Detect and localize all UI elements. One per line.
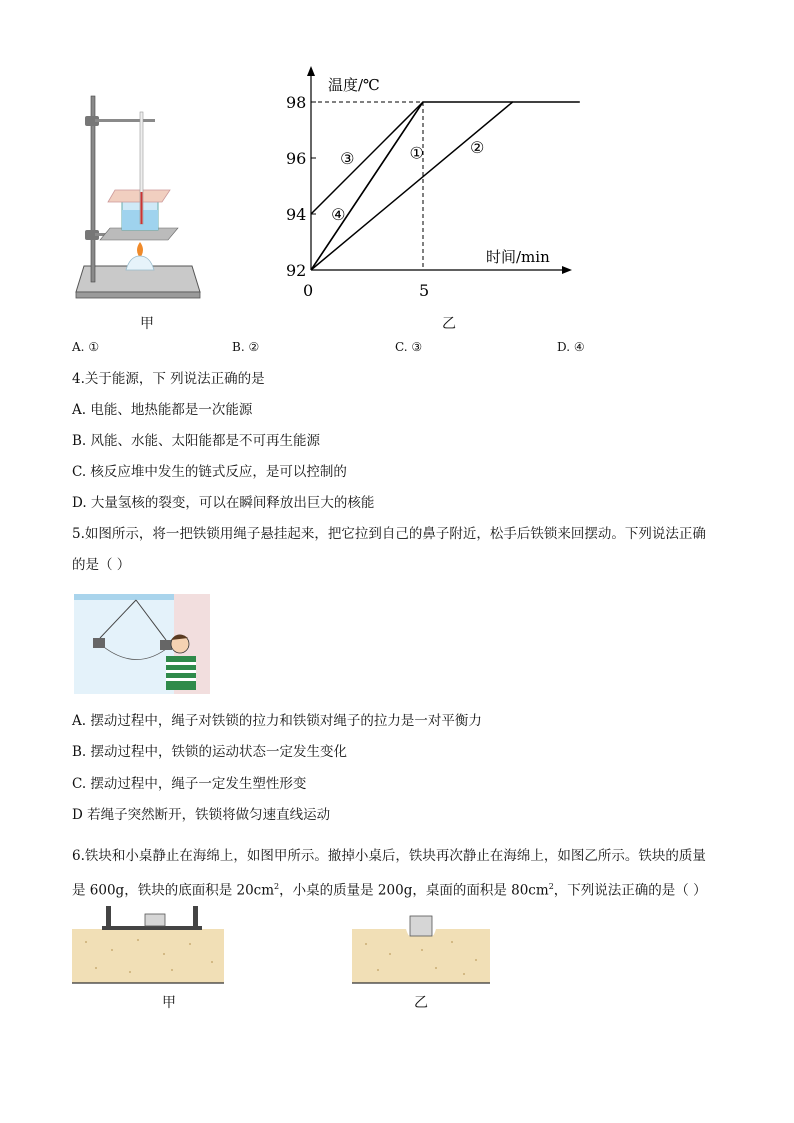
q5-stem-line2: 的是（ ） xyxy=(72,557,131,573)
option-mark: ④ xyxy=(573,340,585,354)
x-tick-label-0: 0 xyxy=(303,281,314,300)
series-line-2 xyxy=(311,102,580,270)
option-mark: ① xyxy=(88,340,100,354)
q6-text-part-c: ，下列说法正确的是（ ） xyxy=(553,882,707,899)
option-letter: B. xyxy=(232,340,245,354)
sponge-block-figure xyxy=(352,902,490,986)
figure2-caption-right: 乙 xyxy=(414,995,428,1011)
y-axis-label: 温度/℃ xyxy=(328,76,380,94)
q5-stem-line1: 5.如图所示，将一把铁锁用绳子悬挂起来，把它拉到自己的鼻子附近，松手后铁锁来回摆动。下列说法正确 xyxy=(72,526,706,542)
y-tick-label-96: 96 xyxy=(286,149,307,168)
q5-option-a[interactable]: A. 摆动过程中，绳子对铁锁的拉力和铁锁对绳子的拉力是一对平衡力 xyxy=(72,713,482,729)
series-label: ② xyxy=(470,137,485,157)
temperature-time-chart xyxy=(286,60,580,310)
option-letter: C. xyxy=(395,340,408,354)
x-axis-label: 时间/min xyxy=(486,248,550,266)
option-mark: ③ xyxy=(411,340,423,354)
x-axis-arrow xyxy=(562,266,572,274)
q6-text-part-b: ，小桌的质量是 200g，桌面的面积是 80cm xyxy=(279,882,549,899)
series-line-4 xyxy=(311,102,423,270)
q4-option-d[interactable]: D. 大量氢核的裂变，可以在瞬间释放出巨大的核能 xyxy=(72,495,375,511)
q4-option-a[interactable]: A. 电能、地热能都是一次能源 xyxy=(72,402,253,418)
q6-stem-line2 xyxy=(72,878,707,900)
superscript: 2 xyxy=(548,882,554,891)
x-tick-label-5: 5 xyxy=(419,281,430,300)
q4-stem: 4.关于能源，下 列说法正确的是 xyxy=(72,371,265,387)
pendulum-lock-illustration xyxy=(74,594,210,694)
option-letter: A. xyxy=(72,340,85,354)
series-label: ① xyxy=(409,143,424,163)
sponge-table-figure xyxy=(72,902,224,986)
figure1-caption-right: 乙 xyxy=(442,316,456,332)
q3-option-b[interactable] xyxy=(232,340,259,354)
q3-option-c[interactable] xyxy=(395,340,422,354)
q3-option-d[interactable] xyxy=(557,340,585,354)
figure2-caption-left: 甲 xyxy=(162,995,176,1011)
q5-option-d[interactable]: D 若绳子突然断开，铁锁将做匀速直线运动 xyxy=(72,807,331,823)
y-tick-label-92: 92 xyxy=(286,261,307,280)
series-label: ③ xyxy=(340,149,355,168)
q6-stem-line1: 6.铁块和小桌静止在海绵上，如图甲所示。撤掉小桌后，铁块再次静止在海绵上，如图乙所示。铁块的质量 xyxy=(72,848,706,864)
option-mark: ② xyxy=(248,340,260,354)
q4-option-c[interactable]: C. 核反应堆中发生的链式反应，是可以控制的 xyxy=(72,464,347,480)
series-line-3 xyxy=(311,102,423,214)
y-axis-arrow xyxy=(307,66,315,76)
q5-option-b[interactable]: B. 摆动过程中，铁锁的运动状态一定发生变化 xyxy=(72,744,348,760)
q3-option-a[interactable] xyxy=(72,340,99,354)
y-tick-label-98: 98 xyxy=(286,93,307,112)
q6-text-part-a: 是 600g，铁块的底面积是 20cm xyxy=(72,882,275,899)
figure1-caption-left: 甲 xyxy=(140,316,154,332)
boiling-apparatus-figure xyxy=(70,92,210,310)
option-letter: D. xyxy=(557,340,571,354)
q4-option-b[interactable]: B. 风能、水能、太阳能都是不可再生能源 xyxy=(72,433,321,449)
series-label: ④ xyxy=(331,205,346,224)
superscript: 2 xyxy=(274,882,280,891)
q5-option-c[interactable]: C. 摆动过程中，绳子一定发生塑性形变 xyxy=(72,776,307,792)
y-tick-label-94: 94 xyxy=(286,205,307,224)
